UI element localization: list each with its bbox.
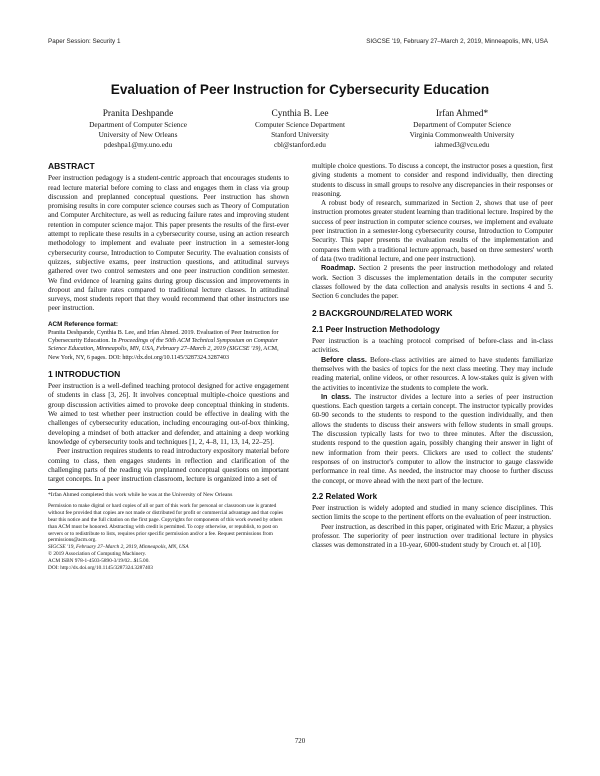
in-class-paragraph: In class. The instructor divides a lecture into a series of peer instruction questions. Each question targets a certain concept. The instructor typically provides 60-90 seconds to the students to respond to the question individually, and then allows the students to discuss their answers with fellow students in small groups. The discussion typically lasts for two to three minutes. After the discussion, students respond to the question again, possibly changing their answer in light of new information from their peers. Clickers are used to collect the students' responses of on instructor's computer to allow the instructor to gauge classwide performance in real time. As needed, the instructor may choose to further discuss the concept, or move ahead with the next part of the lecture.: [312, 392, 553, 485]
running-header-right: SIGCSE '19, February 27–March 2, 2019, Minneapolis, MN, USA: [366, 38, 548, 45]
author-dept: Department of Computer Science: [89, 120, 187, 129]
before-class-label: Before class.: [321, 355, 367, 364]
author-dept: Computer Science Department: [255, 120, 345, 129]
acm-ref-tail: , ACM, New York, NY, 6 pages. DOI: http://dx.doi.org/10.1145/3287324.3287403: [48, 346, 279, 361]
roadmap-paragraph: Roadmap. Section 2 presents the peer instruction methodology and related work. Section 3 discusses the implementation details in the computer security classes followed by the data collection and analysis results in sections 4 and 5. Section 6 concludes the paper.: [312, 264, 553, 301]
paper-title: Evaluation of Peer Instruction for Cybersecurity Education: [110, 82, 490, 97]
section-2-heading: 2 BACKGROUND/RELATED WORK: [312, 308, 453, 319]
author-name: Cynthia B. Lee: [271, 109, 329, 119]
author-name: Irfan Ahmed*: [435, 109, 489, 119]
footnote-rule: [48, 489, 103, 490]
author-univ: University of New Orleans: [98, 130, 178, 139]
intro-heading: 1 INTRODUCTION: [48, 368, 121, 379]
abstract-text: Peer instruction pedagogy is a student-centric approach that encourages students to read lecture material before coming to class and engages them in class via group discussion and preplanned conceptual questions. Peer instruction has shown promising results in core computer science courses such as Theory of Computation and Computer Architecture, as well as reducing failure rates and improving student retention in computer science major. This paper presents the results of the first-ever attempt to replicate these results in a cybersecurity course, using an action research methodology to implement and evaluate peer instruction in a semester-long cybersecurity course, Introduction to Computer Security. The evaluation consists of quizzes, subjective exams, peer instruction questions, and attitudinal surveys gathered over two control semesters and one peer instruction condition semester. We find evidence of learning gains during group discussion and improvements in dropout and failure rates compared to traditional lecture classes. In attitudinal surveys, most students report that they would recommend that other instructors use peer instruction.: [48, 174, 289, 313]
permission-block: [48, 503, 289, 571]
intro-paragraph: Peer instruction requires students to read introductory expository material before coming to class, then engages students in reflection and clarification of the challenging parts of the reading via preplanned conceptual questions on important target concepts. In a peer instruction classroom, lecture is organized into a set of: [48, 447, 289, 484]
author-univ: Virginia Commonwealth University: [409, 130, 515, 139]
roadmap-label: Roadmap.: [321, 264, 356, 273]
body-paragraph: Peer instruction is widely adopted and studied in many science disciplines. This section limits the scope to the pertinent efforts on the evaluation of peer instruction.: [312, 504, 553, 522]
author-block: [210, 108, 390, 150]
acm-ref-venue: Proceedings of the 50th ACM Technical Symposium on Computer Science Education, Minneapolis, MN, USA, February 27–March 2, 2019 (SIGCSE '19): [48, 338, 278, 353]
section-2-2-heading: 2.2 Related Work: [312, 491, 378, 501]
footnote: *Irfan Ahmed completed this work while he was at the University of New Orleans: [48, 492, 233, 499]
permission-copyright: © 2019 Association of Computing Machinery.: [48, 551, 147, 557]
permission-text: Permission to make digital or hard copies of all or part of this work for personal or classroom use is granted without fee provided that copies are not made or distributed for profit or commercial advantage and that copies bear this notice and the full citation on the first page. Copyrights for components of this work owned by others than ACM must be honored. Abstracting with credit is permitted. To copy otherwise, or republish, to post on servers or to redistribute to lists, requires prior specific permission and/or a fee. Request permissions from permissions@acm.org.: [48, 503, 284, 544]
permission-isbn: ACM ISBN 978-1-4503-5890-3/19/02...$15.00.: [48, 557, 150, 564]
acm-ref-body: [48, 329, 289, 362]
body-paragraph: multiple choice questions. To discuss a concept, the instructor poses a question, first giving students a moment to consider and respond individually, then directing students to discuss in small groups to resolve any discrepancies in their responses or reasoning.: [312, 162, 553, 198]
author-email: cbl@stanford.edu: [274, 140, 326, 149]
acm-ref-heading: ACM Reference format:: [48, 320, 118, 328]
author-block: [372, 108, 552, 150]
acm-ref-authors: Pranita Deshpande, Cynthia B. Lee, and Irfan Ahmed. 2019. Evaluation of Peer Instruction for Cybersecurity Education. In: [48, 330, 279, 345]
author-email: iahmed3@vcu.edu: [434, 140, 490, 149]
right-column: [312, 162, 553, 551]
section-2-1-heading: 2.1 Peer Instruction Methodology: [312, 324, 440, 334]
author-email: pdeshpa1@my.uno.edu: [103, 140, 173, 149]
author-dept: Department of Computer Science: [413, 120, 511, 129]
body-paragraph: Peer instruction, as described in this paper, originated with Eric Mazur, a physics professor. The superiority of peer instruction over traditional lecture in physics classes was demonstrated in a 10-year, 6000-student study by Crouch et. al [10].: [312, 522, 553, 550]
author-name: Pranita Deshpande: [102, 109, 174, 119]
author-univ: Stanford University: [271, 130, 329, 139]
left-column: [48, 162, 289, 571]
permission-conf: SIGCSE '19, February 27–March 2, 2019, Minneapolis, MN, USA: [48, 544, 189, 551]
in-class-label: In class.: [321, 392, 352, 401]
before-class-paragraph: Before class. Before-class activities are aimed to have students familiarize themselves with the basics of topics for the next class meeting. They may include reading material, online videos, or other resources. A low-stakes quiz is given with the activities to incentivize the students to complete the work.: [312, 355, 553, 392]
running-header-left: Paper Session: Security 1: [48, 38, 121, 45]
abstract-heading: ABSTRACT: [48, 161, 95, 171]
author-block: [48, 108, 228, 150]
intro-paragraph: Peer instruction is a well-defined teaching protocol designed for active engagement of students in class [3, 26]. It involves conceptual multiple-choice questions and group discussion activities aimed to provoke deep conceptual thinking in students. We aimed to test whether peer instruction could be effective in dealing with the challenges of cybersecurity education, including encouraging out-of-box thinking, developing a mindset of both attacker and defender, and attaining a deep working knowledge of cybersecurity tools and techniques [1, 2, 4–8, 11, 13, 14, 22–25].: [48, 382, 289, 446]
page-number: 720: [294, 738, 306, 745]
body-paragraph: A robust body of research, summarized in Section 2, shows that use of peer instruction promotes greater student learning than traditional lecture. Inspired by the success of peer instruction in computer science courses, we implement and evaluate peer instruction in a semester-long cybersecurity course, Introduction to Computer Security. This paper presents the evaluation results of the implementation and compares them with a traditional lecture approach, based on three semesters' worth of data (two traditional lecture, and one peer instruction).: [312, 199, 553, 263]
body-paragraph: Peer instruction is a teaching protocol comprised of before-class and in-class activities.: [312, 337, 553, 355]
permission-doi: DOI: http://dx.doi.org/10.1145/3287324.3287403: [48, 564, 153, 571]
